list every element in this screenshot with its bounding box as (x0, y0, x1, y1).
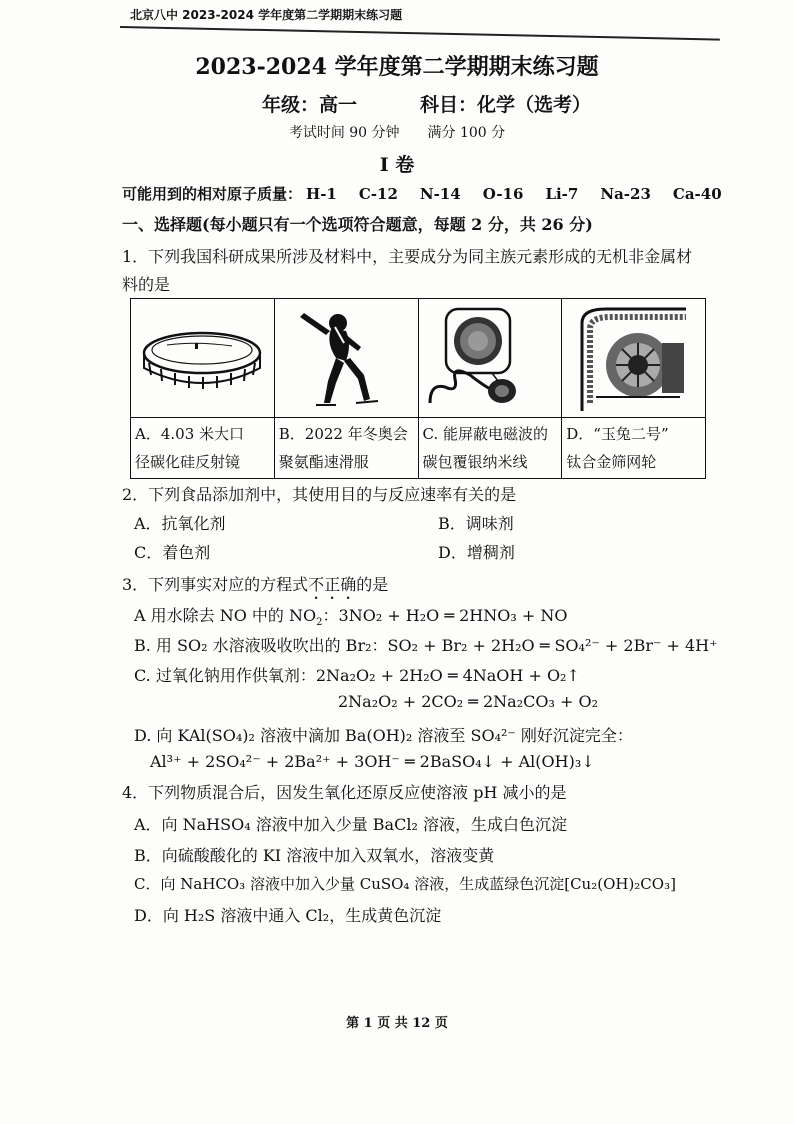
q3-option-a: A 用水除去 NO 中的 $NO_2$：3NO₂ + H₂O ═ 2HNO₃ + NO (134, 606, 568, 629)
atomic-mass-h: H-1 (306, 185, 337, 203)
atomic-masses-label: 可能用到的相对原子质量： (122, 185, 303, 203)
atomic-masses (122, 183, 722, 204)
atomic-mass-na: Na-23 (600, 185, 651, 203)
q3-option-c-equation-2: 2Na₂O₂ + 2CO₂ ═ 2Na₂CO₃ + O₂ (338, 692, 599, 711)
q1-option-a (131, 418, 275, 479)
q1-option-c-line2: 碳包覆银纳米线 (422, 453, 528, 471)
header-rule (120, 26, 720, 41)
q1-option-d-line2: 钛合金筛网轮 (566, 453, 657, 471)
q4-option-b: B．向硫酸酸化的 KI 溶液中加入双氧水，溶液变黄 (134, 846, 495, 865)
q2-option-b: B．调味剂 (438, 514, 514, 533)
q3-option-d-line1: D. 向 KAl(SO₄)₂ 溶液中滴加 Ba(OH)₂ 溶液至 SO₄²⁻ 刚好沉淀完全： (134, 726, 633, 745)
q3-stem (122, 572, 388, 603)
q1-image-a (131, 299, 275, 418)
q3-stem-post: 的是 (356, 575, 389, 594)
q3-option-b-equation: SO₂ + Br₂ + 2H₂O ═ SO₄²⁻ + 2Br⁻ + 4H⁺ (387, 636, 718, 655)
page-footer: 第 1 页 共 12 页 (346, 1016, 448, 1031)
q2-stem: 2．下列食品添加剂中，其使用目的与反应速率有关的是 (122, 485, 517, 504)
q1-stem-line2: 料的是 (122, 275, 171, 294)
q1-stem-line1: 1．下列我国科研成果所涉及材料中，主要成分为同主族元素形成的无机非金属材 (122, 247, 693, 266)
q3-option-c-text: C. 过氧化钠用作供氧剂： (134, 666, 316, 685)
section-title: I 卷 (379, 154, 415, 176)
atomic-mass-ca: Ca-40 (672, 185, 722, 203)
q3-option-a-text: A 用水除去 NO 中的 NO (134, 606, 317, 625)
q3-stem-pre: 3．下列事实对应的方程式 (122, 575, 309, 594)
q1-image-c (418, 299, 562, 418)
exam-title: 2023-2024 学年度第二学期期末练习题 (195, 54, 599, 80)
atomic-mass-li: Li-7 (545, 185, 579, 203)
nanowire-cable-image (420, 303, 560, 413)
q4-option-c: C．向 NaHCO₃ 溶液中加入少量 CuSO₄ 溶液，生成蓝绿色沉淀[Cu₂(OH)₂CO₃] (134, 875, 676, 893)
q1-option-d (562, 418, 706, 479)
rover-wheel-image (576, 303, 691, 413)
q3-option-c (134, 663, 580, 686)
q2-option-a: A．抗氧化剂 (134, 514, 226, 533)
telescope-mirror-image (137, 313, 267, 403)
q1-option-b (274, 418, 418, 479)
q1-option-c-line1: C. 能屏蔽电磁波的 (422, 425, 548, 443)
q3-option-b (134, 633, 718, 656)
q1-option-b-line2: 聚氨酯速滑服 (278, 453, 369, 471)
q3-option-c-equation-1: 2Na₂O₂ + 2H₂O ═ 4NaOH + O₂↑ (315, 666, 580, 685)
atomic-mass-n: N-14 (419, 185, 461, 203)
running-head: 北京八中 2023-2024 学年度第二学期期末练习题 (130, 8, 403, 22)
subject-label: 科目：化学（选考） (420, 94, 592, 116)
q3-option-b-text: B. 用 SO₂ 水溶液吸收吹出的 Br₂： (134, 636, 388, 655)
q2-option-d: D．增稠剂 (438, 543, 515, 562)
q1-image-b (274, 299, 418, 418)
atomic-mass-o: O-16 (482, 185, 524, 203)
q3-option-a-equation: ：3NO₂ + H₂O ═ 2HNO₃ + NO (322, 606, 568, 625)
part-one-heading: 一、选择题(每小题只有一个选项符合题意，每题 2 分，共 26 分) (122, 215, 593, 234)
q1-option-b-line1: B．2022 年冬奥会 (278, 425, 408, 443)
q4-stem: 4．下列物质混合后，因发生氧化还原反应使溶液 pH 减小的是 (122, 783, 567, 802)
q1-image-d (562, 299, 706, 418)
atomic-mass-c: C-12 (358, 185, 398, 203)
q4-option-d: D．向 H₂S 溶液中通入 Cl₂，生成黄色沉淀 (134, 906, 442, 925)
exam-info: 考试时间 90 分钟 满分 100 分 (288, 125, 506, 141)
q1-option-d-line1: D．“玉兔二号” (566, 425, 669, 443)
q1-option-a-line2: 径碳化硅反射镜 (135, 453, 241, 471)
speed-skater-image (286, 303, 406, 413)
q1-option-a-line1: A．4.03 米大口 (135, 425, 244, 443)
q4-option-a: A．向 NaHSO₄ 溶液中加入少量 BaCl₂ 溶液，生成白色沉淀 (134, 815, 567, 834)
q1-materials-table (130, 298, 706, 479)
q1-option-c (418, 418, 562, 479)
grade-label: 年级：高一 (262, 94, 358, 116)
q3-option-d-line2: Al³⁺ + 2SO₄²⁻ + 2Ba²⁺ + 3OH⁻ ═ 2BaSO₄↓ + Al(OH)₃↓ (150, 752, 595, 771)
q2-option-c: C．着色剂 (134, 543, 211, 562)
q3-stem-emphasis: 不正确 (308, 575, 357, 594)
